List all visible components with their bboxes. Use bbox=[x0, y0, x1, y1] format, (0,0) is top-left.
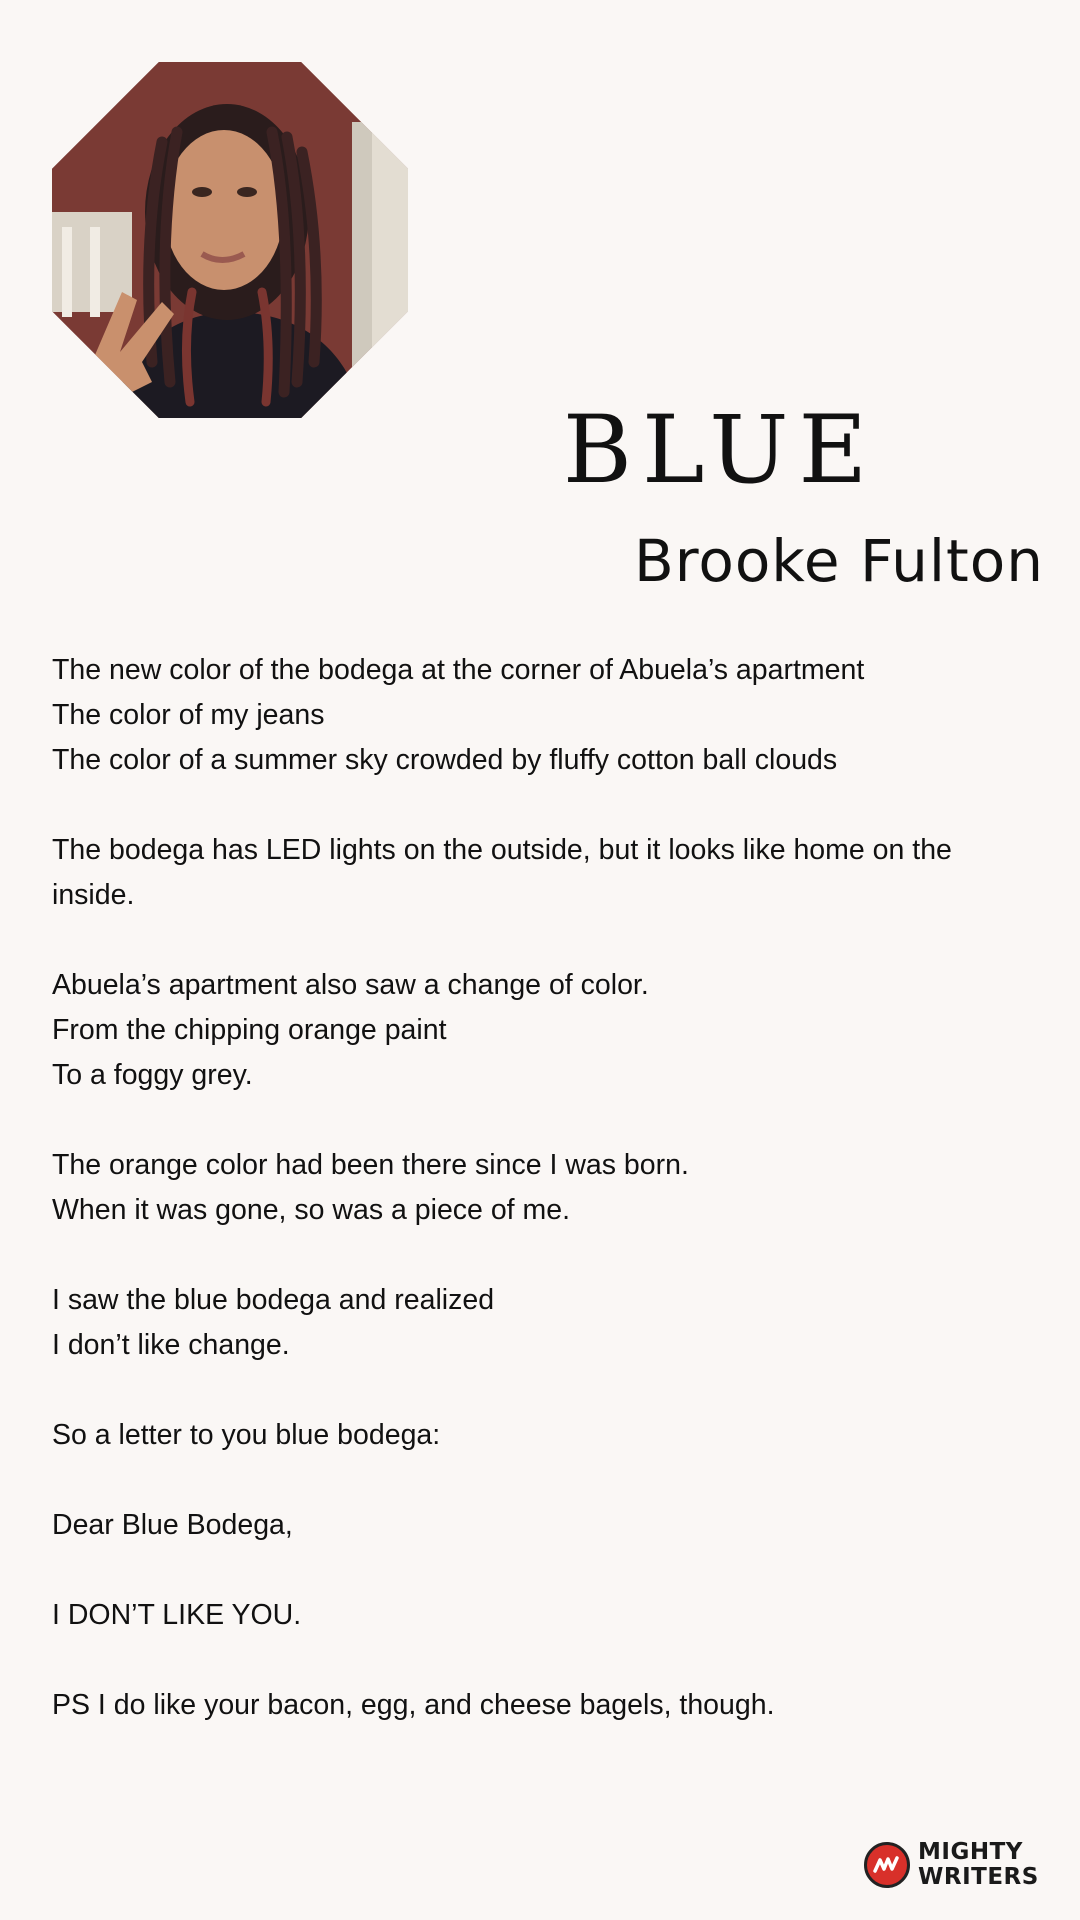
stanza bbox=[52, 648, 992, 783]
stanza bbox=[52, 1503, 992, 1548]
stanza bbox=[52, 963, 992, 1098]
stanza bbox=[52, 1593, 992, 1638]
logo-line-1: MIGHTY bbox=[918, 1839, 1023, 1865]
logo-wordmark bbox=[918, 1840, 1039, 1890]
stanza bbox=[52, 1278, 992, 1368]
mighty-writers-badge-icon bbox=[864, 1842, 910, 1888]
poem-line: To a foggy grey. bbox=[52, 1059, 253, 1091]
poem-line: So a letter to you blue bodega: bbox=[52, 1419, 441, 1451]
logo-line-2: WRITERS bbox=[918, 1864, 1039, 1890]
poem-line: The new color of the bodega at the corner of Abuela’s apartment bbox=[52, 654, 865, 686]
poem-line: From the chipping orange paint bbox=[52, 1014, 447, 1046]
poem-line: The bodega has LED lights on the outside, but it looks like home on the inside. bbox=[52, 834, 952, 911]
poem-line: I DON’T LIKE YOU. bbox=[52, 1599, 302, 1631]
mighty-writers-logo bbox=[862, 1838, 1052, 1894]
poem-title: BLUE bbox=[562, 396, 878, 505]
author-photo bbox=[52, 62, 408, 418]
stanza bbox=[52, 1143, 992, 1233]
poem-line: Dear Blue Bodega, bbox=[52, 1509, 293, 1541]
author-name: Brooke Fulton bbox=[633, 527, 1044, 595]
stanza bbox=[52, 1683, 992, 1728]
poem-line: I don’t like change. bbox=[52, 1329, 290, 1361]
poem-line: I saw the blue bodega and realized bbox=[52, 1284, 495, 1316]
stanza bbox=[52, 828, 992, 918]
stanza bbox=[52, 1413, 992, 1458]
poem-line: The color of a summer sky crowded by fluffy cotton ball clouds bbox=[52, 744, 838, 776]
poem-line: When it was gone, so was a piece of me. bbox=[52, 1194, 571, 1226]
poem-line: PS I do like your bacon, egg, and cheese bagels, though. bbox=[52, 1689, 775, 1721]
poem-line: The color of my jeans bbox=[52, 699, 325, 731]
poem-line: Abuela’s apartment also saw a change of color. bbox=[52, 969, 649, 1001]
poem-line: The orange color had been there since I was born. bbox=[52, 1149, 689, 1181]
poem-body bbox=[52, 648, 992, 1773]
